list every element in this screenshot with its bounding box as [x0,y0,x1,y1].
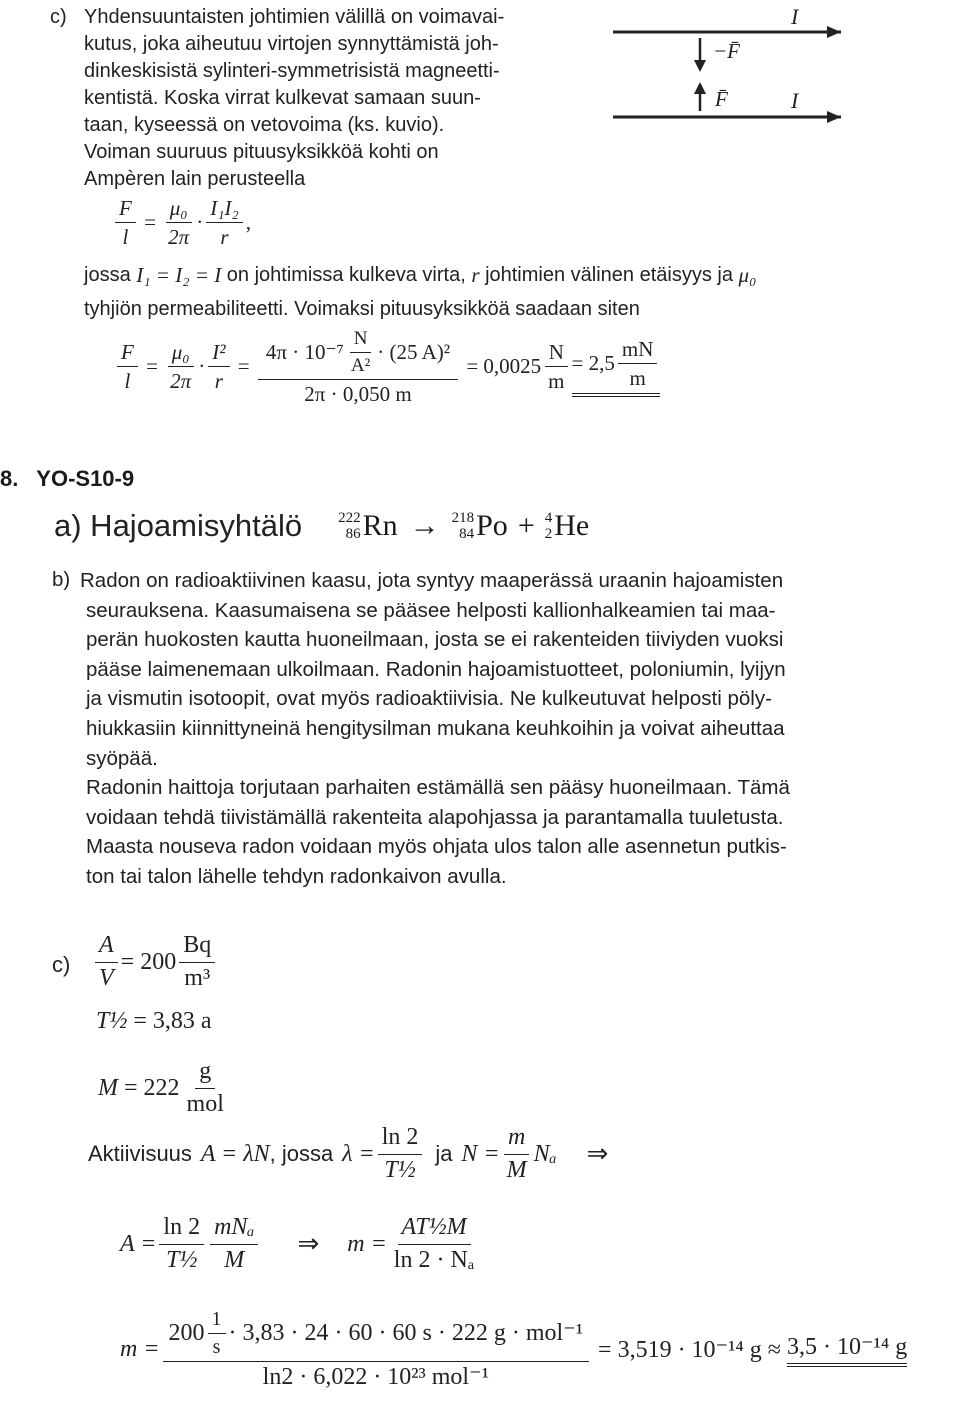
fraction-mu-over-2pi: $\frac{\text{μ₀}}{2\pi}$ [164,196,193,249]
mass-calculation: m = 200 $\frac{1}{s}$ · 3,83 · 24 · 60 · 60 s · 222 g · mol⁻¹ ln2 · 6,022 · 10²³ mol⁻¹ = 3,519 · 10⁻¹⁴ g ≈ 3,5 · 10⁻¹⁴ g [120,1308,908,1390]
b-label: b) [52,568,71,591]
parallel-wires-diagram [605,0,855,130]
b-line: ja vismutin isotoopit, ovat myös radioaktiivisia. Ne kulkeutuvat helposti pöly- [86,687,772,711]
intro-line: Yhdensuuntaisten johtimien välillä on voimavai- [84,6,505,28]
big-fraction: 4π · 10⁻⁷ $\frac{N}{\text{A²}}$ · (25 A)² 2π · 0,050 m [258,328,458,406]
top-wire [613,26,841,38]
final-answer-underline: 3,5 · 10⁻¹⁴ g [787,1332,907,1367]
given-half-life: T½ = 3,83 a [96,1008,212,1034]
jossa-line: jossa I₁ = I₂ = I on johtimissa kulkeva virta, r johtimien välinen etäisyys ja μ₀ [84,263,757,287]
bottom-wire [613,111,841,123]
a-label: a) Hajoamisyhtälö [54,508,303,543]
given-activity-concentration: $\frac{A}{V}$ = 200 $\frac{Bq}{\text{m³}}$ [92,932,218,992]
intro-line: kutus, joka aiheutuu virtojen synnyttämistä joh- [84,33,499,55]
force-per-length-equation: $\frac{F}{l}$ = $\frac{\text{μ₀}}{2\pi}$ · $\frac{\text{I²}}{r}$ = 4π · 10⁻⁷ $\frac{N}{\text{A²}}$ · (25 A)² 2π · 0,050 m = 0,0025 $\frac{N}{m}$ = 2,5 $\frac{mN}{m}$ [114,328,660,406]
activity-definition: Aktiivisuus A = λN , jossa λ = $\frac{\ln 2}{\text{T½}}$ ja N = $\frac{m}{M}$ Nₐ ⇒ [88,1124,609,1183]
task8-heading: 8. YO-S10-9 [0,466,135,491]
permeability-line: tyhjiön permeabiliteetti. Voimaksi pituusyksikköä saadaan siten [84,298,640,320]
force-arrow-down [694,38,706,72]
b-line: Maasta nouseva radon voidaan myös ohjata ulos talon alle asennetun putkis- [86,835,787,859]
force-label-top: −F̄ [713,39,740,63]
ampere-law-equation: $\frac{F}{l}$ = $\frac{\text{μ₀}}{2\pi}$ · $\frac{\text{I₁I₂}}{r}$ , [112,196,251,249]
b-line: hiukkasiin kiinnittyneinä hengitysilman mukana keuhkoihin ja voivat aiheuttaa [86,716,785,740]
fraction-i1i2-over-r: $\frac{\text{I₁I₂}}{r}$ [206,196,243,249]
fraction-f-over-l: $\frac{F}{l}$ [115,196,136,249]
b-line: perän huokosten kautta huoneilmaan, josta se ei rakenteiden tiiviyden vuoksi [86,628,784,652]
b-line: Radonin haittoja torjutaan parhaiten estämällä sen pääsy huoneilmaan. Tämä [86,776,790,800]
given-molar-mass: M = 222 $\frac{g}{\text{mol}}$ [98,1058,224,1117]
solve-for-mass: A = $\frac{\ln 2}{\text{T½}}$ $\frac{\text{mNₐ}}{M}$ ⇒ m = $\frac{\text{AT½M}}{\text{ln 2 · Nₐ}}$ [120,1214,475,1273]
intro-line: kentistä. Koska virrat kulkevat samaan suun- [84,87,481,109]
final-answer-underline: = 2,5 $\frac{mN}{m}$ [572,337,661,396]
reaction-arrow: → [409,509,440,542]
intro-line: Voiman suuruus pituusyksikköä kohti on [84,141,439,163]
nuclide-po: 218 84 Po [451,509,508,542]
intro-line: taan, kyseessä on vetovoima (ks. kuvio). [84,114,445,136]
radon-explanation [80,566,790,892]
current-label-top: I [791,4,799,29]
b-line: seurauksena. Kaasumaisena se pääsee helposti kallionhalkeamien tai maa- [86,598,776,622]
intro-line: Ampèren lain perusteella [84,168,306,190]
force-arrow-up [694,82,706,111]
intro-line: dinkeskisistä sylinteri-symmetrisistä magneetti- [84,60,500,82]
b-line: ton tai talon lähelle tehdyn radonkaivon avulla. [86,864,507,888]
task7-intro [84,4,504,193]
b-line: voidaan tehdä tiivistämällä rakenteita alapohjassa ja parantamalla tuuletusta. [86,805,784,829]
current-label-bottom: I [791,88,799,113]
b-line: pääse laimenemaan ulkoilmaan. Radonin hajoamistuotteet, poloniumin, lyijyn [86,657,786,681]
b-line: Radon on radioaktiivinen kaasu, jota syntyy maaperässä uraanin hajoamisten [80,569,784,592]
nuclide-rn: 222 86 Rn [338,509,398,542]
task7-label: c) [50,6,67,28]
nuclide-he: 4 2 He [544,509,590,542]
force-label-bottom: F̄ [715,87,728,111]
c-label: c) [52,952,71,977]
b-line: syöpää. [86,746,158,770]
mass-big-fraction: 200 $\frac{1}{s}$ · 3,83 · 24 · 60 · 60 s · 222 g · mol⁻¹ ln2 · 6,022 · 10²³ mol⁻¹ [163,1308,590,1392]
decay-equation: a) Hajoamisyhtälö 222 86 Rn → 218 84 Po + 4 2 He [54,508,590,543]
